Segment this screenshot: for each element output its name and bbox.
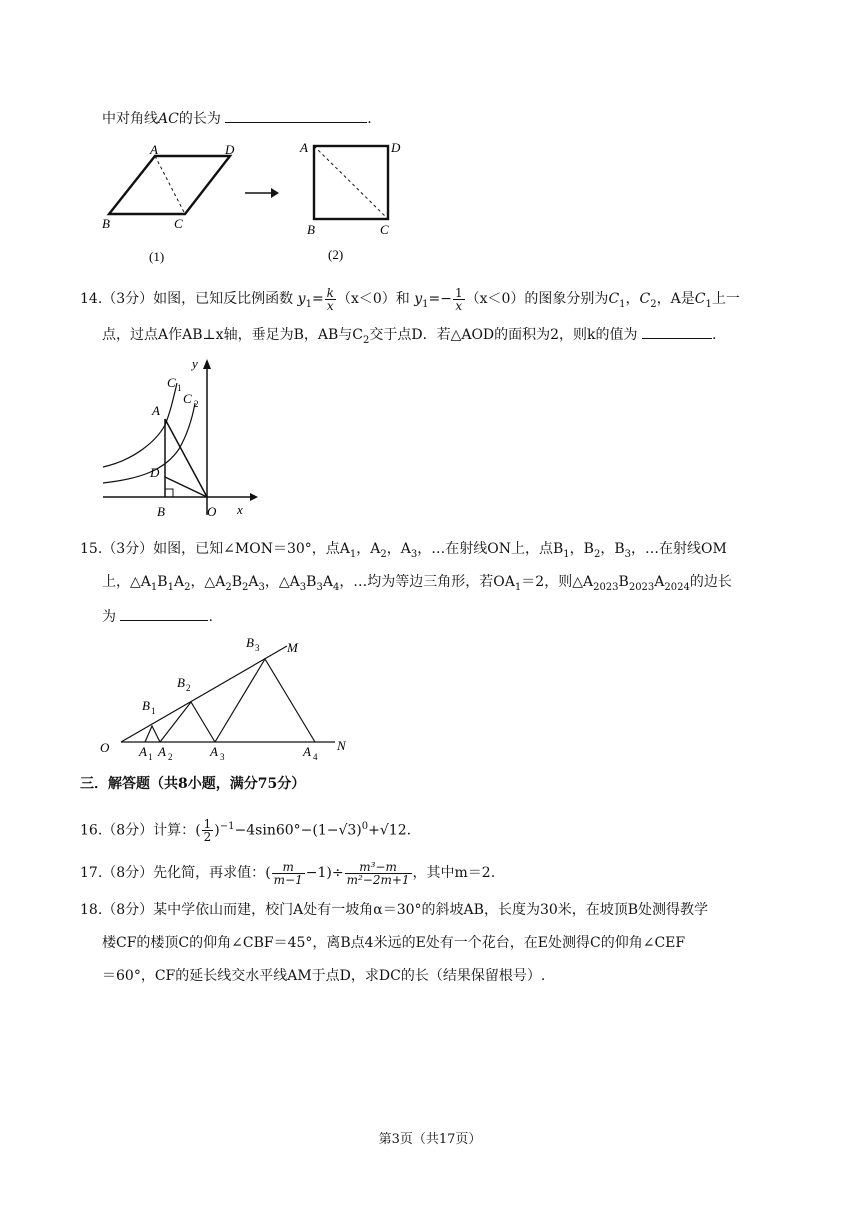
- q17-number: 17.: [80, 865, 103, 881]
- fig15-A3-sub: 3: [220, 752, 225, 762]
- fig15-A2: A: [158, 744, 166, 759]
- figure-14: [95, 355, 265, 525]
- q14-c1b: C: [694, 291, 706, 307]
- fig15-B2: B: [177, 675, 185, 690]
- fig15-M: M: [287, 640, 298, 655]
- fig13-B2: B: [307, 222, 315, 237]
- fig15-A1-sub: 1: [148, 752, 153, 762]
- q14-c2-sub: 2: [650, 298, 657, 310]
- q17-tail: ，其中m＝2.: [412, 865, 496, 881]
- q18-number: 18.: [80, 902, 103, 918]
- q15-sub-a1: 1: [349, 548, 357, 560]
- q14-c2: C: [639, 291, 651, 307]
- fig13-A1: A: [150, 142, 158, 157]
- figure-15: [95, 632, 365, 768]
- fig14-C1-sub: 1: [177, 383, 182, 393]
- q16-pow: −1: [219, 821, 235, 832]
- fig13-C2: C: [380, 222, 389, 237]
- q17-f2-num: m³−m: [345, 861, 412, 874]
- q15-line2: 上，$\triangle A_1B_1A_2$，$\triangle A_2B_2A_3$，$\triangle A_3B_3A_4$，…均为等边三角形，若$OA_1=2$，则$\triangle A_{2023}B_{2023}A_{2024}$的边长: [102, 574, 732, 593]
- q15-line1: [80, 539, 727, 565]
- q14-line2-text: 点，过点A作AB⊥x轴，垂足为B，AB与C: [102, 327, 363, 343]
- fig15-N: N: [337, 738, 346, 753]
- q18-line3-text: ＝60°，CF的延长线交水平线AM于点D，求DC的长（结果保留根号）.: [102, 968, 546, 984]
- q18-line1-text: （8分）某中学依山而建，校门A处有一坡角α＝30°的斜坡AB，长度为30米，在坡顶B处测得教学: [102, 902, 709, 918]
- q14-rest1b: 上一: [711, 291, 740, 307]
- q15-sub-a2: 2: [380, 548, 387, 560]
- q17-f1-num: m: [272, 861, 305, 874]
- fig15-B2-sub: 2: [186, 683, 191, 693]
- q17: 17.（8分）先化简，再求值：( $\frac{m}{m-1}$ −1)÷ $\frac{\text{m³−m}}{\text{m²−2m+1}}$ ，其中m＝2.: [80, 859, 496, 887]
- fig14-C1: C: [167, 375, 176, 390]
- ray-om: [121, 646, 287, 742]
- q17-minus1: −1)÷: [305, 865, 344, 881]
- page-footer: 第3页（共17页）: [378, 1132, 482, 1147]
- fig14-C2-sub: 2: [194, 399, 199, 409]
- fig15-B1: B: [142, 698, 150, 713]
- q16-half-den: 2: [203, 830, 212, 845]
- q15-sub-b1: 1: [563, 548, 570, 560]
- q14-c1: C: [608, 291, 620, 307]
- q14-rest1: ，A是: [656, 291, 695, 307]
- fig14-x: x: [237, 502, 243, 517]
- q13-answer-blank: [225, 108, 367, 123]
- fig15-O: O: [100, 740, 110, 755]
- q13-var: AC: [158, 111, 179, 127]
- square: [314, 146, 388, 219]
- fig15-A4: A: [303, 744, 311, 759]
- fig13-label2: (2): [328, 247, 344, 262]
- q13-tail-line: [102, 108, 372, 129]
- q14-answer-blank: [642, 324, 712, 339]
- q16-expr-mid: −4sin60°−(1−√3): [234, 822, 362, 839]
- q14-frac-1-num: 1: [454, 285, 463, 300]
- q14-frac-1-den: x: [455, 298, 463, 313]
- fig15-B3: B: [246, 635, 254, 650]
- q16-sup0: 0: [361, 821, 369, 832]
- q14-frac-k-den: x: [326, 298, 334, 313]
- fig14-O: O: [207, 504, 217, 519]
- q17-text: （8分）先化简，再求值：: [102, 865, 266, 881]
- q16-text: （8分）计算：: [102, 822, 196, 839]
- q14-c1b-sub: 1: [705, 298, 712, 310]
- q15-answer-blank: [120, 606, 208, 621]
- q17-f2-den: m²−2m+1: [346, 872, 410, 887]
- q15-sub-b2: 2: [593, 548, 601, 560]
- q15-line2-d: 的边长: [689, 574, 732, 590]
- fig13-D1: D: [225, 142, 235, 157]
- fig13-C1: C: [174, 216, 183, 231]
- q14-eq2: =−: [428, 291, 452, 307]
- q18-line2: [102, 933, 685, 953]
- section-3-heading: 三．解答题（共8小题，满分75分）: [80, 776, 306, 792]
- q14-frac-k-num: k: [326, 285, 334, 300]
- q15-line3: [102, 606, 213, 627]
- triangle-1: [145, 726, 160, 742]
- segment-do: [165, 477, 207, 497]
- fig14-C2: C: [183, 391, 192, 406]
- curve-c2: [103, 403, 195, 483]
- q16-half-num: 1: [203, 817, 212, 832]
- fig15-A1: A: [139, 744, 147, 759]
- q15-line1-b: ，A: [356, 541, 381, 557]
- q14-score: （3分）如图，已知反比例函数: [102, 291, 294, 307]
- q15-sub-b3: 3: [624, 548, 631, 560]
- figure-13: [95, 138, 415, 268]
- q16-number: 16.: [80, 822, 103, 839]
- curve-c1: [103, 383, 177, 467]
- q15-line2-b: ，…均为等边三角形，若OA: [339, 574, 515, 590]
- fig14-y: y: [192, 356, 198, 371]
- q15-line1-a: （3分）如图，已知∠MON＝30°，点A: [102, 541, 350, 557]
- fig13-label1: (1): [149, 249, 165, 264]
- q14-y1: y: [297, 291, 306, 307]
- fig15-B1-sub: 1: [151, 706, 156, 716]
- fig14-D: D: [150, 465, 160, 480]
- q13-tail-text2: 的长为: [178, 111, 221, 127]
- fig15-A3: A: [210, 744, 218, 759]
- q15-line1-e: ，B: [569, 541, 594, 557]
- q14-frac-k: [325, 287, 336, 312]
- q15-end: .: [208, 609, 213, 625]
- q15-sub-a3: 3: [410, 548, 418, 560]
- fig13-D2: D: [391, 140, 401, 155]
- q15-line1-g: ，…在射线OM: [631, 541, 727, 557]
- q13-end: .: [367, 111, 372, 127]
- y-axis-arrow-icon: [203, 359, 211, 369]
- fig13-A2: A: [300, 140, 308, 155]
- fig14-B: B: [157, 504, 165, 519]
- q14-line2-sub: 2: [362, 334, 370, 346]
- q14-line2: [102, 324, 716, 351]
- q17-frac-1: [272, 861, 305, 886]
- fig13-B1: B: [102, 216, 110, 231]
- q14-cond2: （x＜0）的图象分别为: [465, 291, 609, 307]
- q14-frac-1: [453, 287, 465, 312]
- q15-line2-c: ＝2，则△A: [521, 574, 594, 590]
- fig15-A4-sub: 4: [313, 752, 318, 762]
- fig15-B3-sub: 3: [255, 643, 260, 653]
- q18-line2-text: 楼CF的楼顶C的仰角∠CBF＝45°，离B点4米远的E处有一个花台，在E处测得C的仰角∠CEF: [102, 935, 686, 951]
- q15-line3-text: 为: [102, 609, 116, 625]
- q13-tail-text: 中对角线: [102, 111, 158, 127]
- q15-line1-c: ，A: [386, 541, 411, 557]
- q18-line1: [80, 900, 708, 920]
- q14-c1-sub: 1: [619, 298, 626, 310]
- fig15-A2-sub: 2: [168, 752, 173, 762]
- q18-line3: [102, 966, 545, 986]
- diagonal-ac-2: [314, 146, 388, 219]
- q15-number: 15.: [80, 541, 103, 557]
- q17-f1-den: m−1: [273, 872, 303, 887]
- q15-line1-f: ，B: [600, 541, 625, 557]
- right-angle-mark: [165, 489, 173, 497]
- diagonal-ac-1: [155, 156, 185, 214]
- triangle-3: [215, 659, 315, 742]
- q14-y1b: y: [414, 291, 423, 307]
- q14-end: .: [712, 327, 717, 343]
- q16-expr-end: +√12.: [368, 822, 412, 839]
- q14-cond: （x＜0）和: [336, 291, 410, 307]
- q16-frac-half: [202, 818, 214, 843]
- fig14-A: A: [152, 403, 160, 418]
- q14-number: 14.: [80, 291, 103, 307]
- q14-y1b-sub: 1: [422, 298, 429, 310]
- q14-line1: 14.（3分）如图，已知反比例函数 $y_1=$ $\frac{k}{x}$ （x＜0）和 $y_1=-$ $\frac{1}{x}$ （x＜0）的图象分别为$C_1$，$C_2$，A是$C_1$上一: [80, 285, 740, 313]
- q15-line1-d: ，…在射线ON上，点B: [417, 541, 564, 557]
- q14-y1-sub: 1: [305, 298, 312, 310]
- triangle-2: [160, 702, 215, 742]
- q14-eq: =: [311, 291, 324, 307]
- arrow-head-icon: [271, 188, 279, 198]
- q17-frac-2: [345, 861, 412, 886]
- q14-line2b-text: 交于点D．若△AOD的面积为2，则k的值为: [369, 327, 638, 343]
- q16: 16.（8分）计算：( $\frac{1}{2}$ )$^{-1}-4\sin 60^\circ-(1-√3)^0+√12$.: [80, 817, 412, 845]
- q15-line2-a: 上，△A: [102, 574, 151, 590]
- x-axis-arrow-icon: [250, 493, 258, 501]
